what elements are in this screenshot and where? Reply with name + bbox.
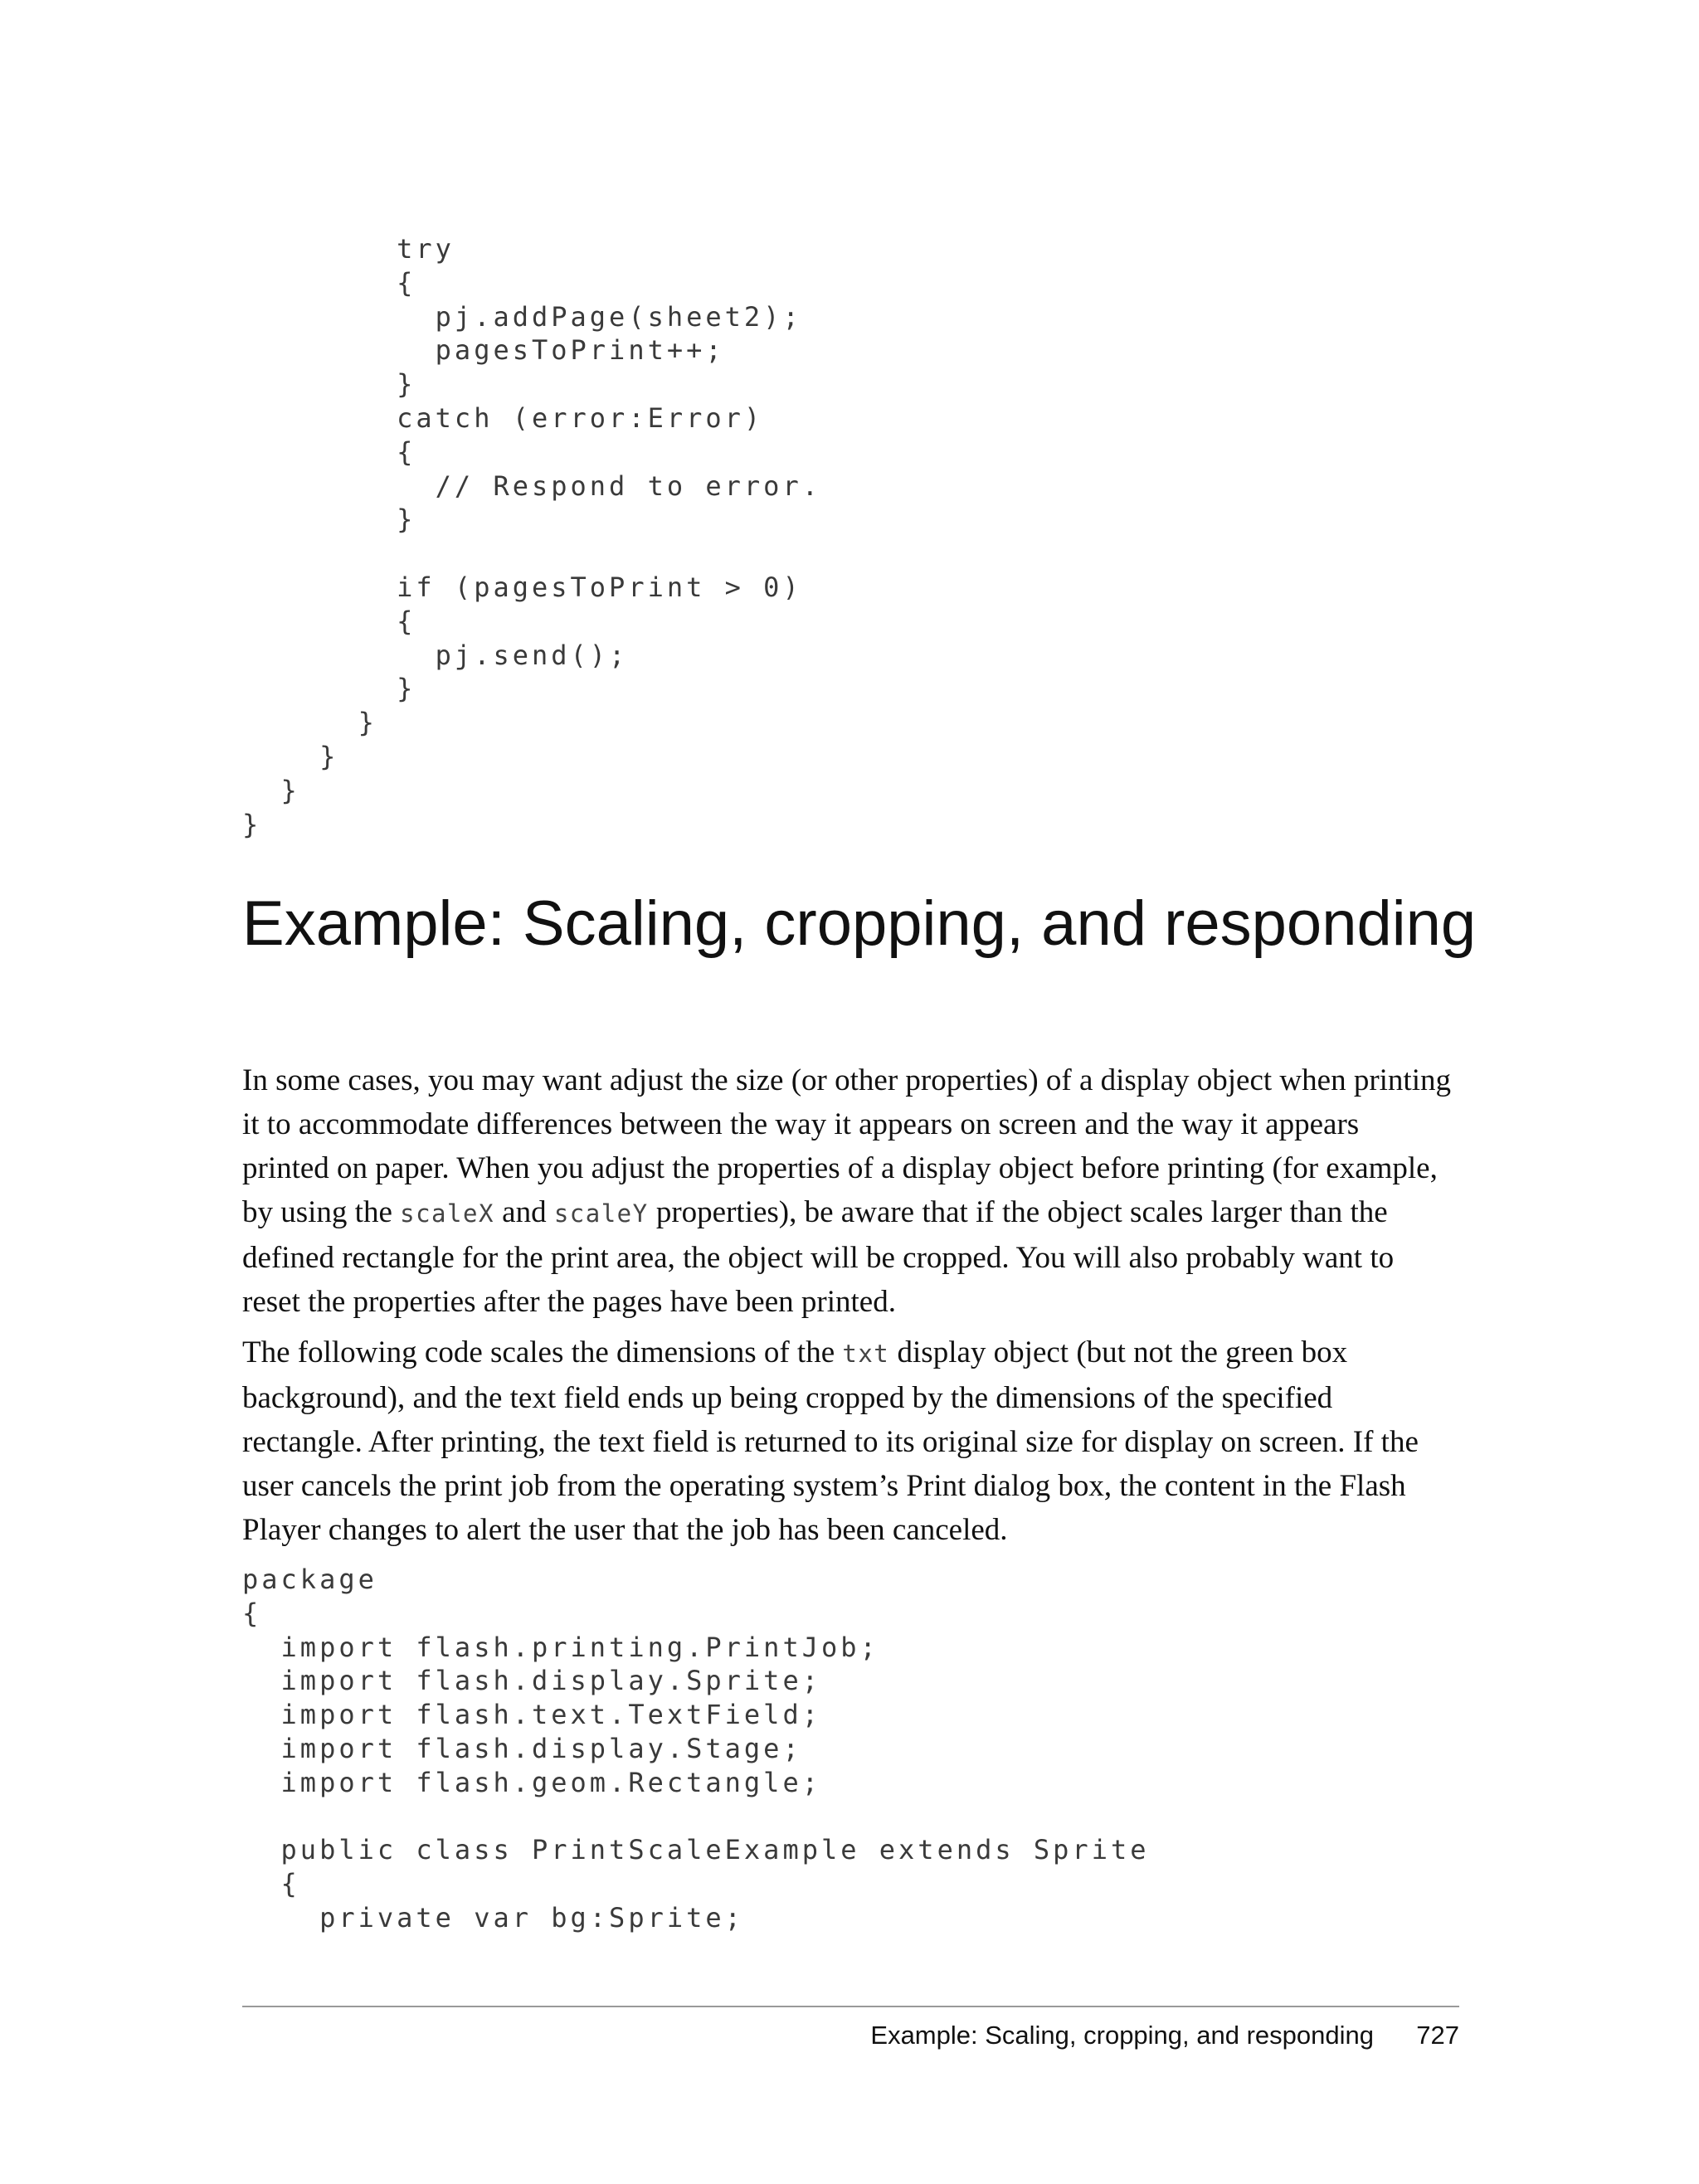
- paragraph-text: properties), be aware that if the object scales larger than the defined rectangle for the print area, the object will be cropped. You will also probably want to reset the properties after the pages have been printed.: [242, 1195, 1395, 1319]
- paragraph-text: and: [494, 1195, 554, 1229]
- paragraph-text: display object (but not the green box background), and the text field ends up being cropped by the dimensions of the specified rectangle. After printing, the text field is returned to its original size for display on screen. If the user cancels the print job from the operating system’s Print dialog box, the content in the Flash Player changes to alert the user that the job has been canceled.: [242, 1335, 1419, 1547]
- paragraph-text: The following code scales the dimensions of the: [242, 1335, 843, 1369]
- code-listing-continued: try { pj.addPage(sheet2); pagesToPrint++; } catch (error:Error) { // Respond to error. } if (pagesToPrint > 0) { pj.send(); } } } } }: [242, 233, 821, 840]
- footer-divider: [242, 2006, 1459, 2007]
- inline-code-txt: txt: [842, 1340, 890, 1368]
- page-number: 727: [1416, 2021, 1459, 2050]
- code-listing: package { import flash.printing.PrintJob; import flash.display.Sprite; import flash.text.TextField; import flash.display.Stage; import flash.geom.Rectangle; public class PrintScaleExample extends Sprite { private var bg:Sprite;: [242, 1564, 1150, 1933]
- paragraph-text: In some cases, you may want adjust the size (or other properties) of a display object when printing it to accommodate differences between the way it appears on screen and the way it appears printed on paper. When you adjust the properties of a display object before printing (for example, by using the: [242, 1063, 1451, 1229]
- body-paragraph: [242, 1058, 1453, 1324]
- inline-code-scalex: scaleX: [400, 1199, 494, 1228]
- section-heading: Example: Scaling, cropping, and responding: [242, 888, 1477, 959]
- inline-code-scaley: scaleY: [553, 1199, 649, 1228]
- body-paragraph: [242, 1330, 1453, 1552]
- footer-section-title: Example: Scaling, cropping, and responding: [870, 2021, 1374, 2050]
